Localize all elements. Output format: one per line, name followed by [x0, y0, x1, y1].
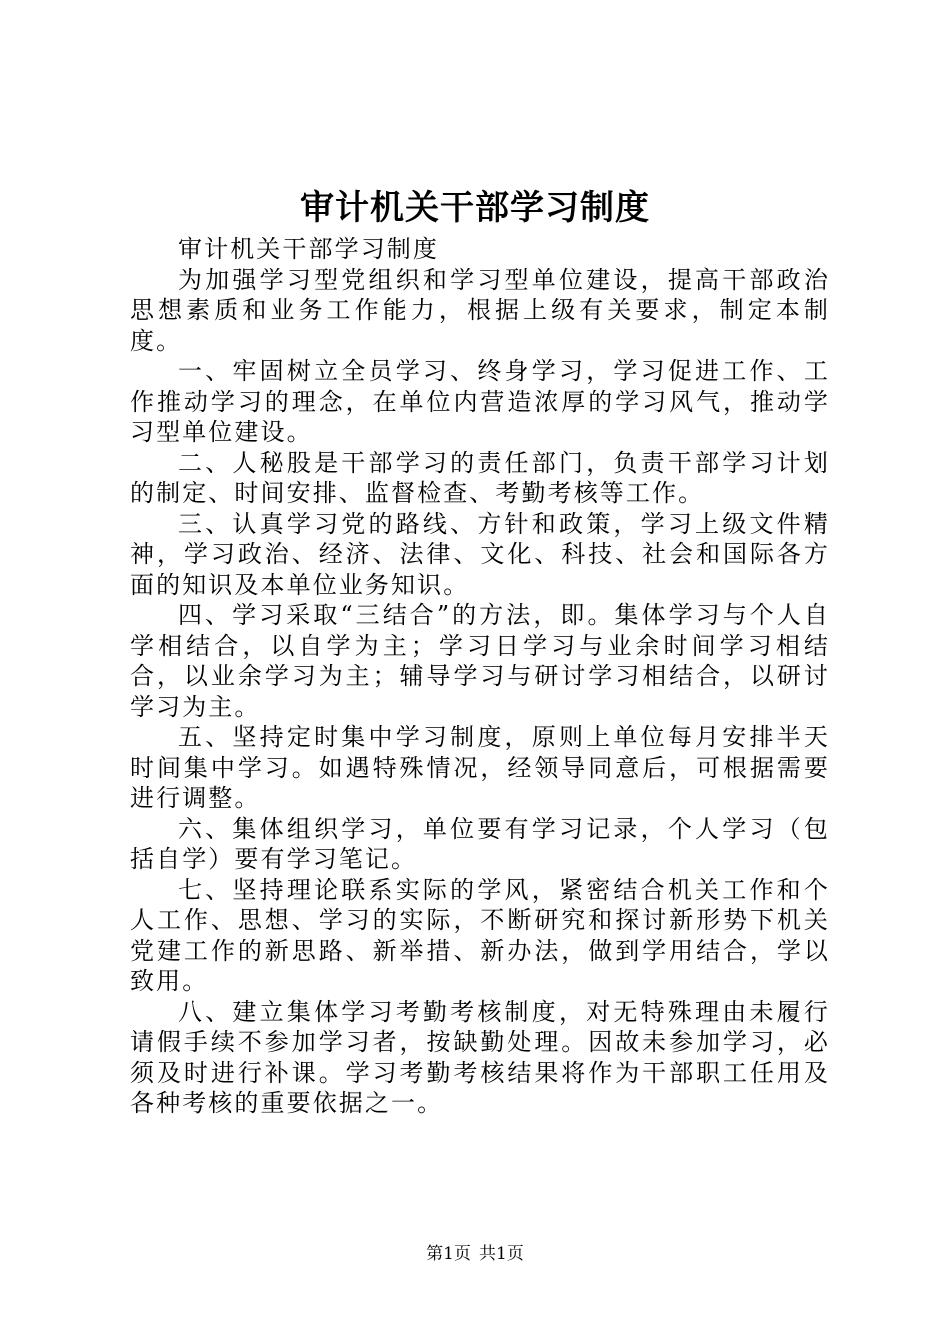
- paragraph-item-6: 六、集体组织学习，单位要有学习记录，个人学习（包括自学）要有学习笔记。: [130, 814, 830, 873]
- page-number-current: 第1页: [426, 1244, 471, 1264]
- paragraph-item-7: 七、坚持理论联系实际的学风，紧密结合机关工作和个人工作、思想、学习的实际，不断研究和探讨新形势下机关党建工作的新思路、新举措、新办法，做到学用结合，学以致用。: [130, 875, 830, 995]
- document-title: 审计机关干部学习制度: [300, 188, 650, 228]
- page-footer: [0, 1242, 950, 1266]
- paragraph-item-2: 二、人秘股是干部学习的责任部门，负责干部学习计划的制定、时间安排、监督检查、考勤考核等工作。: [130, 448, 830, 507]
- paragraph-intro: 为加强学习型党组织和学习型单位建设，提高干部政治思想素质和业务工作能力，根据上级有关要求，制定本制度。: [130, 265, 830, 355]
- paragraph-item-5: 五、坚持定时集中学习制度，原则上单位每月安排半天时间集中学习。如遇特殊情况，经领导同意后，可根据需要进行调整。: [130, 723, 830, 812]
- paragraph-item-3: 三、认真学习党的路线、方针和政策，学习上级文件精神，学习政治、经济、法律、文化、科技、社会和国际各方面的知识及本单位业务知识。: [130, 509, 830, 599]
- paragraph-item-8: 八、建立集体学习考勤考核制度，对无特殊理由未履行请假手续不参加学习者，按缺勤处理。因故未参加学习，必须及时进行补课。学习考勤考核结果将作为干部职工任用及各种考核的重要依据之一。: [130, 997, 830, 1117]
- page-number-total: 共1页: [479, 1244, 524, 1264]
- paragraph-item-1: 一、牢固树立全员学习、终身学习，学习促进工作、工作推动学习的理念，在单位内营造浓厚的学习风气，推动学习型单位建设。: [130, 357, 830, 446]
- paragraph-item-4: 四、学习采取“三结合”的方法，即。集体学习与个人自学相结合，以自学为主；学习日学习与业余时间学习相结合，以业余学习为主；辅导学习与研讨学习相结合，以研讨学习为主。: [130, 601, 830, 721]
- document-subtitle: 审计机关干部学习制度: [178, 235, 439, 263]
- document-body: [130, 234, 830, 1119]
